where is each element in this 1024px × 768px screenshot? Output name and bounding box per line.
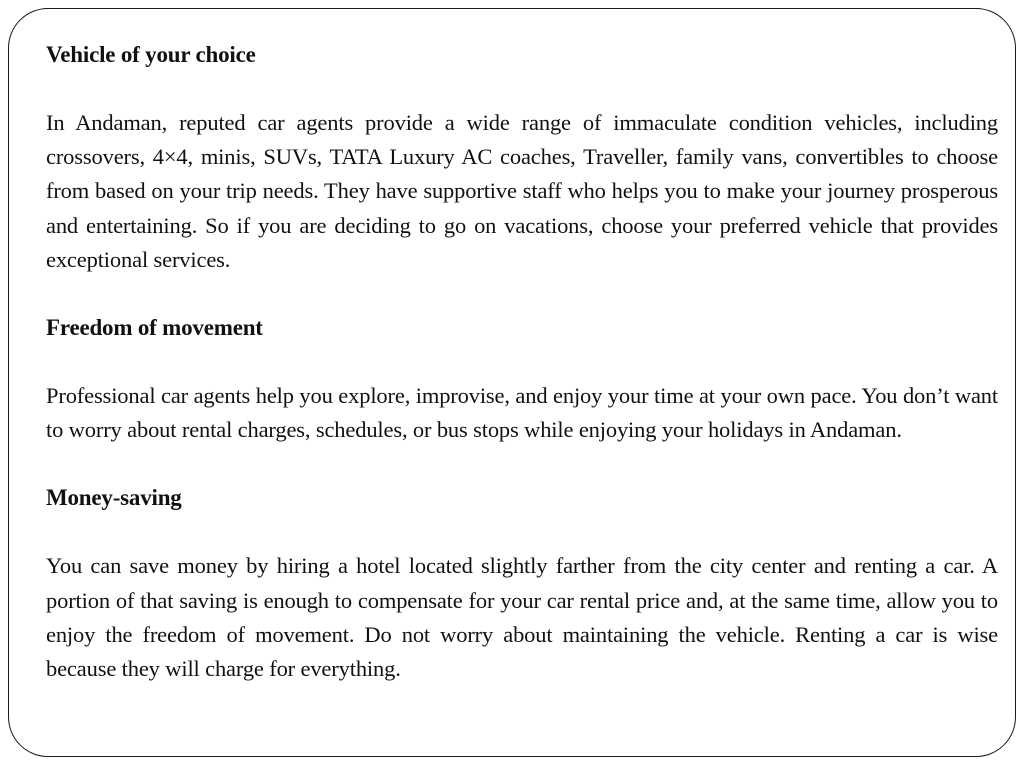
spacer — [46, 447, 998, 481]
spacer — [46, 72, 998, 106]
section-body-money-saving: You can save money by hiring a hotel located slightly farther from the city center and renting a car. A portion of that saving is enough to compensate for your car rental price and, at the same time, allow you to enjoy the freedom of movement. Do not worry about maintaining the vehicle. Renting a car is wise because they will charge for everything. — [46, 553, 998, 682]
section-body-freedom: Professional car agents help you explore, improvise, and enjoy your time at your own pace. You don’t want to worry about rental charges, schedules, or bus stops while enjoying your holidays in Andaman. — [46, 383, 998, 443]
slide-frame — [8, 8, 1016, 757]
section-body-vehicle-choice: In Andaman, reputed car agents provide a wide range of immaculate condition vehicles, including crossovers, 4×4, minis, SUVs, TATA Luxury AC coaches, Traveller, family vans, convertibles to choose from based on your trip needs. They have supportive staff who helps you to make your journey prosperous and entertaining. So if you are deciding to go on vacations, choose your preferred vehicle that provides exceptional services. — [46, 110, 998, 272]
section-heading-money-saving: Money-saving — [46, 485, 182, 511]
spacer — [46, 515, 998, 549]
slide-content — [46, 38, 998, 686]
spacer — [46, 277, 998, 311]
spacer — [46, 345, 998, 379]
section-heading-freedom: Freedom of movement — [46, 315, 263, 341]
section-heading-vehicle-choice: Vehicle of your choice — [46, 42, 256, 67]
